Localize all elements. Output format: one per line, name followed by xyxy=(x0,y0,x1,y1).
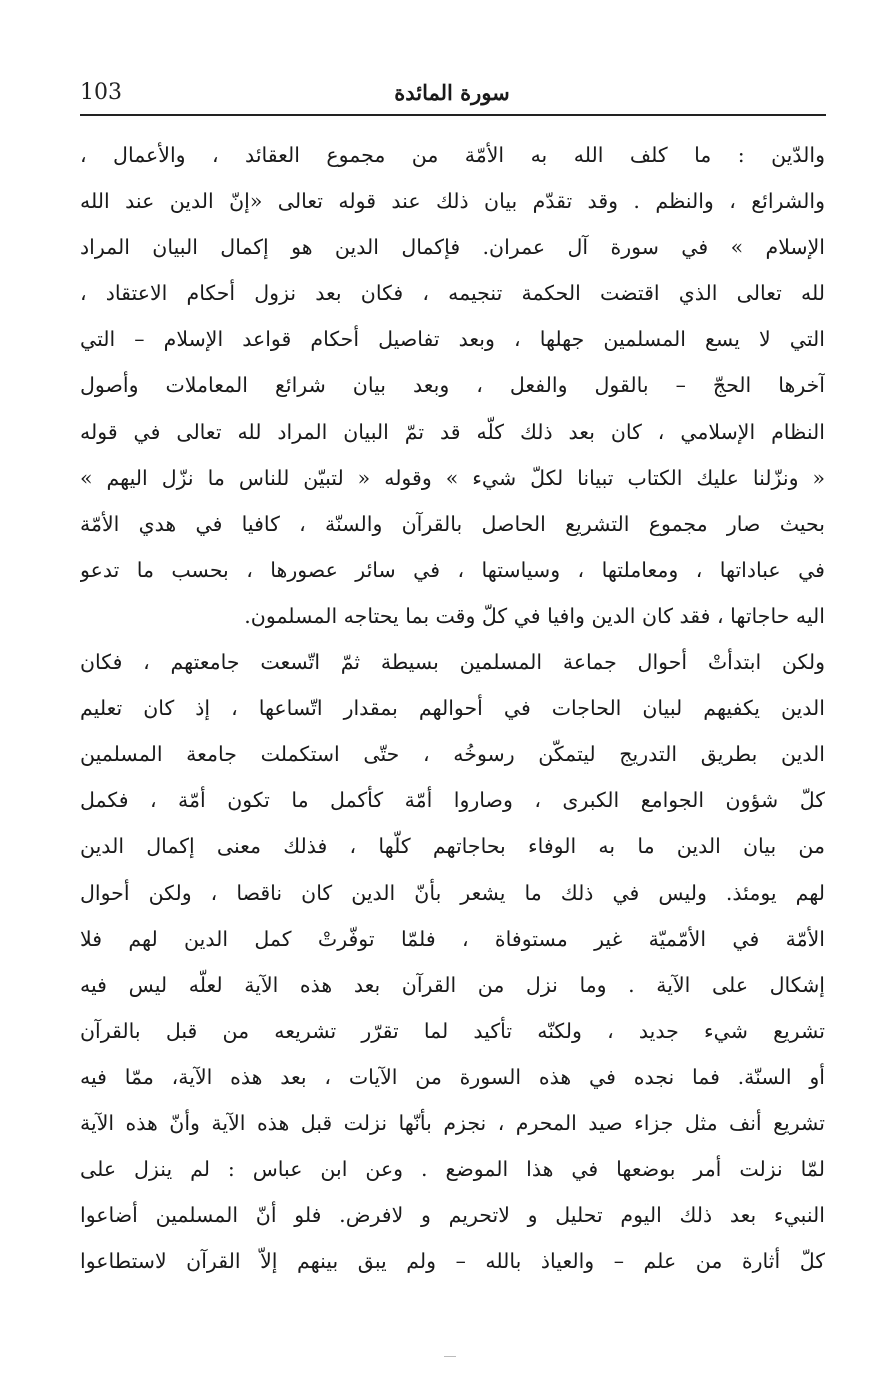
text-line: آخرها الحجّ – بالقول والفعل ، وبعد بيان شرائع المعاملات وأصول xyxy=(80,373,825,398)
text-line: من بيان الدين ما به الوفاء بحاجاتهم كلّها ، فذلك معنى إكمال الدين xyxy=(80,834,825,859)
text-line: تشريع أنف مثل جزاء صيد المحرم ، نجزم بأنّها نزلت قبل هذه الآية وأنّ هذه الآية xyxy=(80,1110,825,1135)
text-line: النبيء بعد ذلك اليوم تحليل و لاتحريم و لافرض. فلو أنّ المسلمين أضاعوا xyxy=(80,1203,825,1228)
text-line: النظام الإسلامي ، كان بعد ذلك كلّه قد تمّ البيان المراد لله تعالى في قوله xyxy=(80,419,825,444)
text-line: الأمّة في الأمّميّة غير مستوفاة ، فلمّا توفّرتْ كمل الدين لهم فلا xyxy=(80,926,825,951)
text-line: لمّا نزلت أمر بوضعها في هذا الموضع . وعن ابن عباس : لم ينزل على xyxy=(80,1157,825,1182)
text-line: تشريع شيء جديد ، ولكنّه تأكيد لما تقرّر تشريعه من قبل بالقرآن xyxy=(80,1018,825,1043)
text-line: لله تعالى الذي اقتضت الحكمة تنجيمه ، فكان بعد نزول أحكام الاعتقاد ، xyxy=(80,281,825,306)
text-line: إشكال على الآية . وما نزل من القرآن بعد هذه الآية لعلّه ليس فيه xyxy=(80,972,825,997)
text-line: لهم يومئذ. وليس في ذلك ما يشعر بأنّ الدين كان ناقصا ، ولكن أحوال xyxy=(80,880,825,905)
text-line: « ونزّلنا عليك الكتاب تبيانا لكلّ شيء » وقوله « لتبيّن للناس ما نزّل اليهم » xyxy=(80,465,825,490)
body-text xyxy=(80,132,825,1284)
text-line: والشرائع ، والنظم . وقد تقدّم بيان ذلك عند قوله تعالى «إنّ الدين عند الله xyxy=(80,189,825,214)
text-line: بحيث صار مجموع التشريع الحاصل بالقرآن والسنّة ، كافيا في هدي الأمّة xyxy=(80,511,825,536)
text-line: والدّين : ما كلف الله به الأمّة من مجموع العقائد ، والأعمال ، xyxy=(80,143,825,167)
text-line: كلّ شؤون الجوامع الكبرى ، وصاروا أمّة كأكمل ما تكون أمّة ، فكمل xyxy=(80,788,825,813)
surah-title: سورة المائدة xyxy=(394,80,510,105)
text-line: كلّ أثارة من علم – والعياذ بالله – ولم يبق بينهم إلاّ القرآن لاستطاعوا xyxy=(80,1249,825,1274)
text-line: الدين بطريق التدريج ليتمكّن رسوخُه ، حتّى استكملت جامعة المسلمين xyxy=(80,742,825,767)
text-line: التي لا يسع المسلمين جهلها ، وبعد تفاصيل أحكام قواعد الإسلام – التي xyxy=(80,327,825,352)
page-header xyxy=(80,78,824,112)
text-line: أو السنّة. فما نجده في هذه السورة من الآيات ، بعد هذه الآية، ممّا فيه xyxy=(80,1064,825,1089)
header-divider xyxy=(80,114,826,116)
text-line: الدين يكفيهم لبيان الحاجات في أحوالهم بمقدار اتّساعها ، إذ كان تعليم xyxy=(80,696,825,721)
footer-mark xyxy=(444,1356,456,1357)
text-line: ولكن ابتدأتْ أحوال جماعة المسلمين بسيطة ثمّ اتّسعت جامعتهم ، فكان xyxy=(80,650,825,675)
text-line: اليه حاجاتها ، فقد كان الدين وافيا في كلّ وقت بما يحتاجه المسلمون. xyxy=(244,603,825,628)
page-number: 103 xyxy=(80,80,122,105)
text-line: الإسلام » في سورة آل عمران. فإكمال الدين هو إكمال البيان المراد xyxy=(80,235,825,260)
text-line: في عباداتها ، ومعاملتها ، وسياستها ، في سائر عصورها ، بحسب ما تدعو xyxy=(80,557,825,582)
